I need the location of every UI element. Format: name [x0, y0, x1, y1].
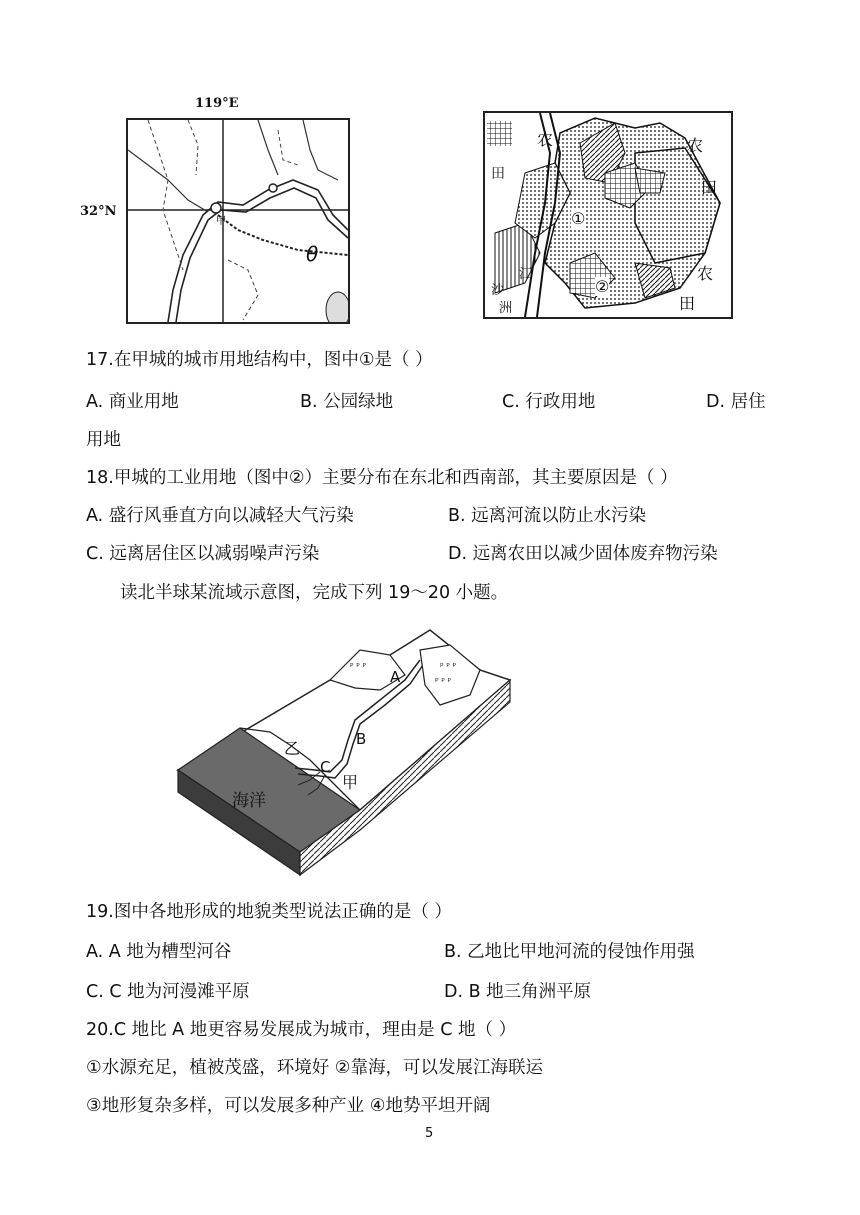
q18-option-b[interactable]: B. 远离河流以防止水污染 [448, 506, 647, 526]
label-c: C [320, 758, 331, 776]
q20-statements-2: ③地形复杂多样，可以发展多种产业 ④地势平坦开阔 [86, 1096, 491, 1116]
latitude-label: 32°N [80, 204, 117, 219]
right-map-label-7: 江 [519, 267, 533, 282]
right-map-label-1: 农 [537, 130, 554, 149]
right-map-label-6: 田 [679, 294, 696, 313]
q17-option-d-tail: 用地 [86, 430, 121, 450]
svg-text:ᴾ ᴾ ᴾ: ᴾ ᴾ ᴾ [440, 663, 456, 673]
right-map-label-2: 田 [491, 166, 505, 182]
intro-19-20: 读北半球某流域示意图，完成下列 19～20 小题。 [120, 583, 509, 603]
basin-diagram [170, 620, 520, 882]
left-map-frame [126, 118, 350, 324]
right-map [483, 111, 733, 319]
right-map-label-9: 洲 [499, 301, 513, 316]
right-map-label-4: 田 [701, 178, 718, 197]
left-map-drawing [128, 120, 348, 322]
q18-option-d[interactable]: D. 远离农田以减少固体废弃物污染 [448, 544, 718, 564]
svg-text:ᴾ ᴾ ᴾ: ᴾ ᴾ ᴾ [435, 678, 451, 688]
longitude-label: 119°E [195, 96, 239, 111]
river-label: θ [306, 242, 319, 266]
page-number: 5 [425, 1126, 434, 1141]
q17-option-d[interactable]: D. 居住 [706, 392, 766, 412]
q17-option-b[interactable]: B. 公园绿地 [300, 392, 394, 412]
label-yi: 乙 [284, 739, 301, 758]
right-map-label-11: ② [595, 277, 610, 296]
left-map [80, 92, 360, 327]
q17-option-a[interactable]: A. 商业用地 [86, 392, 179, 412]
q19-option-d[interactable]: D. B 地三角洲平原 [444, 982, 592, 1002]
right-map-label-5: 农 [697, 264, 714, 283]
right-map-label-3: 农 [687, 136, 704, 155]
label-jia: 甲 [342, 773, 359, 792]
label-a: A [390, 668, 401, 686]
right-map-label-10: ① [571, 209, 586, 228]
basin-diagram-drawing [170, 620, 520, 882]
right-map-label-8: 沙 [491, 283, 505, 298]
q19-option-a[interactable]: A. A 地为槽型河谷 [86, 942, 232, 962]
ocean-label: 海洋 [232, 791, 266, 811]
svg-text:ᴾ ᴾ ᴾ: ᴾ ᴾ ᴾ [350, 663, 366, 673]
city-label: 甲 [216, 216, 226, 227]
q18-option-a[interactable]: A. 盛行风垂直方向以减轻大气污染 [86, 506, 354, 526]
q19-stem: 19.图中各地形成的地貌类型说法正确的是（ ） [86, 902, 452, 922]
label-b: B [356, 730, 367, 748]
q19-option-b[interactable]: B. 乙地比甲地河流的侵蚀作用强 [444, 942, 695, 962]
q20-stem: 20.C 地比 A 地更容易发展成为城市，理由是 C 地（ ） [86, 1020, 517, 1040]
q19-option-c[interactable]: C. C 地为河漫滩平原 [86, 982, 250, 1002]
q17-option-c[interactable]: C. 行政用地 [502, 392, 596, 412]
q20-statements-1: ①水源充足，植被茂盛，环境好 ②靠海，可以发展江海联运 [86, 1058, 543, 1078]
q17-stem: 17.在甲城的城市用地结构中，图中①是（ ） [86, 350, 433, 370]
q18-stem: 18.甲城的工业用地（图中②）主要分布在东北和西南部，其主要原因是（ ） [86, 468, 678, 488]
q18-option-c[interactable]: C. 远离居住区以减弱噪声污染 [86, 544, 320, 564]
